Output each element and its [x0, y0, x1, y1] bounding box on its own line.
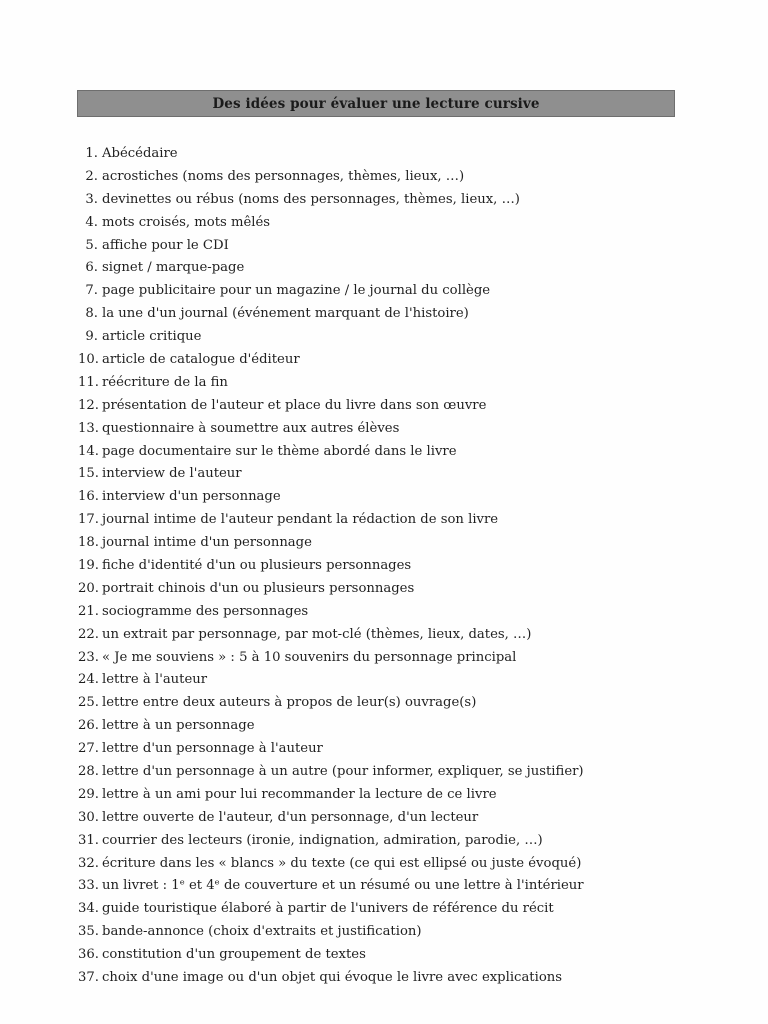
list-item-number: 37.	[78, 970, 99, 985]
list-item-number: 4.	[85, 214, 98, 230]
list-item-text: questionnaire à soumettre aux autres élèves	[102, 420, 400, 436]
list-item-number: 29.	[78, 786, 99, 802]
list-item	[78, 142, 678, 165]
list-item	[78, 394, 678, 417]
list-item-number: 26.	[78, 718, 99, 734]
list-item-text: constitution d'un groupement de textes	[102, 947, 366, 963]
list-item-number: 28.	[78, 763, 99, 779]
list-item-text: portrait chinois d'un ou plusieurs personnages	[102, 580, 415, 596]
list-item	[78, 737, 678, 760]
page-title: Des idées pour évaluer une lecture cursive	[212, 95, 540, 112]
list-item	[78, 577, 678, 600]
list-item	[78, 188, 678, 211]
list-item-text: page documentaire sur le thème abordé dans le livre	[102, 443, 457, 459]
list-item-text: page publicitaire pour un magazine / le journal du collège	[102, 283, 491, 299]
list-item-number: 15.	[78, 466, 99, 482]
list-item-number: 16.	[78, 489, 99, 505]
list-item-text: lettre d'un personnage à l'auteur	[102, 741, 323, 757]
list-item	[78, 875, 678, 898]
list-item	[78, 943, 678, 966]
list-item-number: 14.	[78, 443, 99, 459]
list-item	[78, 920, 678, 943]
list-item	[78, 966, 678, 989]
list-item-text: la une d'un journal (événement marquant de l'histoire)	[102, 306, 469, 322]
list-item-number: 30.	[78, 809, 99, 825]
list-item	[78, 302, 678, 325]
list-item-number: 13.	[78, 420, 99, 436]
list-item-text: lettre à un ami pour lui recommander la lecture de ce livre	[102, 786, 497, 802]
list-item	[78, 897, 678, 920]
list-item-text: lettre ouverte de l'auteur, d'un personnage, d'un lecteur	[102, 809, 479, 825]
list-item-number: 19.	[78, 557, 99, 573]
list-item-text: devinettes ou rébus (noms des personnages, thèmes, lieux, …)	[102, 191, 520, 207]
list-item-text: article de catalogue d'éditeur	[102, 351, 300, 367]
list-item-text: bande-annonce (choix d'extraits et justification)	[102, 924, 422, 940]
list-item-number: 21.	[78, 603, 99, 619]
list-item-number: 23.	[78, 649, 99, 665]
list-item	[78, 234, 678, 257]
list-item	[78, 646, 678, 669]
list-item-number: 10.	[78, 351, 99, 367]
list-item-number: 35.	[78, 924, 99, 940]
list-item-text: signet / marque-page	[102, 260, 245, 276]
list-item	[78, 485, 678, 508]
list-item	[78, 783, 678, 806]
list-item	[78, 440, 678, 463]
list-item	[78, 462, 678, 485]
list-item	[78, 806, 678, 829]
list-item-number: 17.	[78, 512, 99, 528]
list-item	[78, 256, 678, 279]
list-item-number: 34.	[78, 901, 99, 917]
list-item-number: 25.	[78, 695, 99, 711]
list-item-text: un extrait par personnage, par mot-clé (thèmes, lieux, dates, …)	[102, 626, 532, 642]
list-item-number: 11.	[78, 374, 99, 390]
list-item-text: écriture dans les « blancs » du texte (ce qui est ellipsé ou juste évoqué)	[102, 855, 582, 871]
list-item-number: 18.	[78, 535, 99, 551]
list-item-number: 27.	[78, 741, 99, 757]
list-item-text: journal intime de l'auteur pendant la rédaction de son livre	[102, 512, 499, 528]
list-item	[78, 508, 678, 531]
list-item-number: 20.	[78, 580, 99, 596]
list-item	[78, 760, 678, 783]
list-item	[78, 348, 678, 371]
list-item-text: « Je me souviens » : 5 à 10 souvenirs du personnage principal	[102, 649, 517, 665]
list-item	[78, 211, 678, 234]
list-item	[78, 417, 678, 440]
title-banner	[77, 90, 675, 117]
list-item-number: 22.	[78, 626, 99, 642]
list-item-text: courrier des lecteurs (ironie, indignation, admiration, parodie, …)	[102, 832, 543, 848]
list-item	[78, 668, 678, 691]
ideas-list	[78, 142, 678, 989]
list-item-text: lettre d'un personnage à un autre (pour informer, expliquer, se justifier)	[102, 763, 584, 779]
list-item-number: 36.	[78, 947, 99, 963]
list-item	[78, 623, 678, 646]
list-item	[78, 531, 678, 554]
list-item-number: 5.	[85, 237, 98, 253]
list-item-text: interview d'un personnage	[102, 489, 281, 505]
list-item	[78, 279, 678, 302]
list-item-text: interview de l'auteur	[102, 466, 242, 482]
list-item-number: 7.	[85, 283, 98, 299]
list-item-text: guide touristique élaboré à partir de l'univers de référence du récit	[102, 901, 554, 917]
list-item-number: 12.	[78, 397, 99, 413]
list-item	[78, 714, 678, 737]
list-item-text: lettre à un personnage	[102, 718, 255, 734]
list-item-text: affiche pour le CDI	[102, 237, 229, 253]
list-item-text: choix d'une image ou d'un objet qui évoque le livre avec explications	[102, 970, 563, 985]
list-item	[78, 600, 678, 623]
list-item-text: lettre entre deux auteurs à propos de leur(s) ouvrage(s)	[102, 695, 477, 711]
list-item-text: fiche d'identité d'un ou plusieurs personnages	[102, 557, 412, 573]
list-item-text: journal intime d'un personnage	[102, 535, 312, 551]
list-item-text: lettre à l'auteur	[102, 672, 208, 688]
list-item	[78, 852, 678, 875]
list-item-number: 9.	[85, 329, 98, 345]
list-item-text: réécriture de la fin	[102, 374, 228, 390]
list-item-text: sociogramme des personnages	[102, 603, 309, 619]
list-item-number: 6.	[85, 260, 98, 276]
list-item	[78, 325, 678, 348]
list-item-text: présentation de l'auteur et place du livre dans son œuvre	[102, 397, 487, 413]
list-item-text: Abécédaire	[102, 145, 178, 161]
list-item	[78, 691, 678, 714]
list-item-text: article critique	[102, 329, 202, 345]
list-item	[78, 554, 678, 577]
list-item-number: 31.	[78, 832, 99, 848]
list-item	[78, 829, 678, 852]
list-item	[78, 165, 678, 188]
list-item-number: 3.	[85, 191, 98, 207]
list-item-number: 32.	[78, 855, 99, 871]
list-item-number: 24.	[78, 672, 99, 688]
list-item-number: 1.	[85, 145, 98, 161]
list-item-number: 8.	[85, 306, 98, 322]
list-item-text: acrostiches (noms des personnages, thèmes, lieux, …)	[102, 168, 465, 184]
list-item-text: mots croisés, mots mêlés	[102, 214, 271, 230]
list-item-number: 2.	[85, 168, 98, 184]
list-item	[78, 371, 678, 394]
list-item-text: un livret : 1ᵉ et 4ᵉ de couverture et un résumé ou une lettre à l'intérieur	[102, 878, 584, 894]
list-item-number: 33.	[78, 878, 99, 894]
